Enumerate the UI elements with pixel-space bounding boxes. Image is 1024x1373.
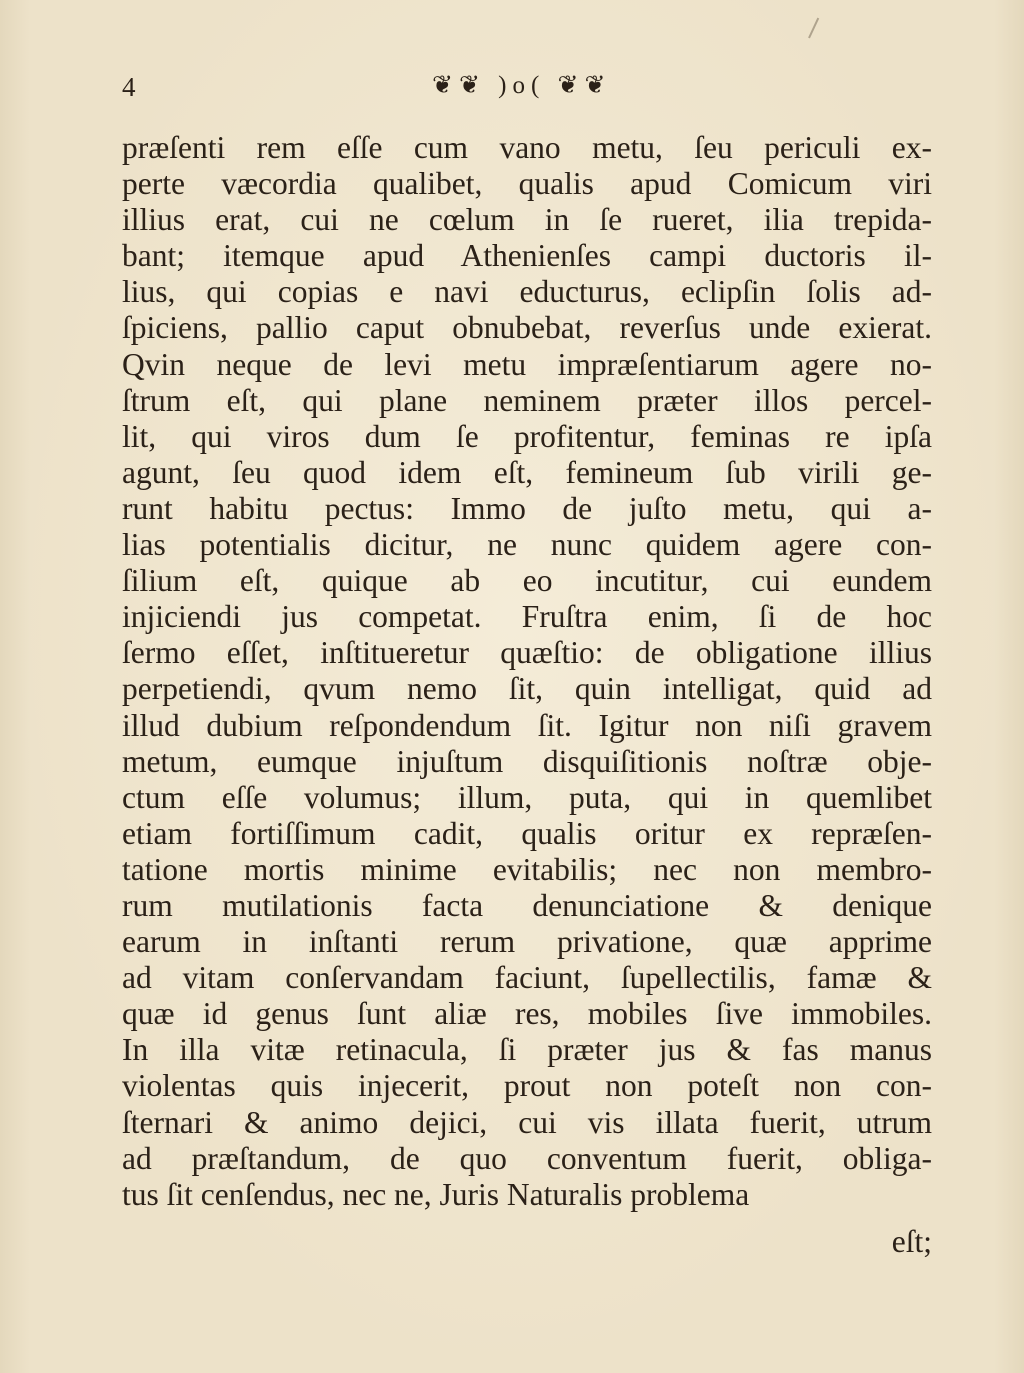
text-line: perpetiendi, qvum nemo ſit, quin intelligat, quid ad (122, 671, 932, 707)
text-line: earum in inſtanti rerum privatione, quæ apprime (122, 924, 932, 960)
text-line: agunt, ſeu quod idem eſt, femineum ſub virili ge- (122, 454, 932, 490)
text-line: ctum eſſe volumus; illum, puta, qui in quemlibet (122, 779, 932, 815)
text-line: In illa vitæ retinacula, ſi præter jus & fas manus (122, 1032, 932, 1068)
text-line: etiam fortiſſimum cadit, qualis oritur ex repræſen- (122, 815, 932, 851)
text-line: ad præſtandum, de quo conventum fuerit, obliga- (122, 1140, 932, 1176)
body-text (122, 130, 932, 1213)
text-line: ſternari & animo dejici, cui vis illata fuerit, utrum (122, 1104, 932, 1140)
text-line: ſilium eſt, quique ab eo incutitur, cui eundem (122, 563, 932, 599)
text-line: lius, qui copias e navi educturus, eclipſin ſolis ad- (122, 274, 932, 310)
page-number: 4 (122, 72, 136, 102)
text-line: ſermo eſſet, inſtitueretur quæſtio: de obligatione illius (122, 635, 932, 671)
text-line: injiciendi jus competat. Fruſtra enim, ſi de hoc (122, 599, 932, 635)
text-line: illud dubium reſpondendum ſit. Igitur non niſi gravem (122, 707, 932, 743)
text-line: ſpiciens, pallio caput obnubebat, reverſus unde exierat. (122, 310, 932, 346)
text-line: præſenti rem eſſe cum vano metu, ſeu periculi ex- (122, 130, 932, 165)
running-head (122, 72, 932, 112)
head-ornament: ❦❦ )o( ❦❦ (432, 72, 612, 99)
text-line: tatione mortis minime evitabilis; nec non membro- (122, 851, 932, 887)
text-line: Qvin neque de levi metu impræſentiarum agere no- (122, 346, 932, 382)
text-line: quæ id genus ſunt aliæ res, mobiles ſive immobiles. (122, 996, 932, 1032)
text-line: illius erat, cui ne cœlum in ſe rueret, ilia trepida- (122, 202, 932, 238)
text-line: violentas quis injecerit, prout non poteſt non con- (122, 1068, 932, 1104)
text-line: bant; itemque apud Athenienſes campi ductoris il- (122, 238, 932, 274)
text-line: ſtrum eſt, qui plane neminem præter illos percel- (122, 382, 932, 418)
ink-fleck (808, 18, 832, 45)
text-line: runt habitu pectus: Immo de juſto metu, qui a- (122, 490, 932, 526)
text-line: lit, qui viros dum ſe profitentur, feminas re ipſa (122, 418, 932, 454)
text-line: metum, eumque injuſtum disquiſitionis noſtræ obje- (122, 743, 932, 779)
text-line: rum mutilationis facta denunciatione & denique (122, 887, 932, 923)
text-line: lias potentialis dicitur, ne nunc quidem agere con- (122, 527, 932, 563)
text-line: ad vitam conſervandam faciunt, ſupellectilis, famæ & (122, 960, 932, 996)
text-line: perte væcordia qualibet, qualis apud Comicum viri (122, 166, 932, 202)
text-line: tus ſit cenſendus, nec ne, Juris Naturalis problema (122, 1176, 750, 1212)
catchword: eſt; (891, 1224, 932, 1259)
